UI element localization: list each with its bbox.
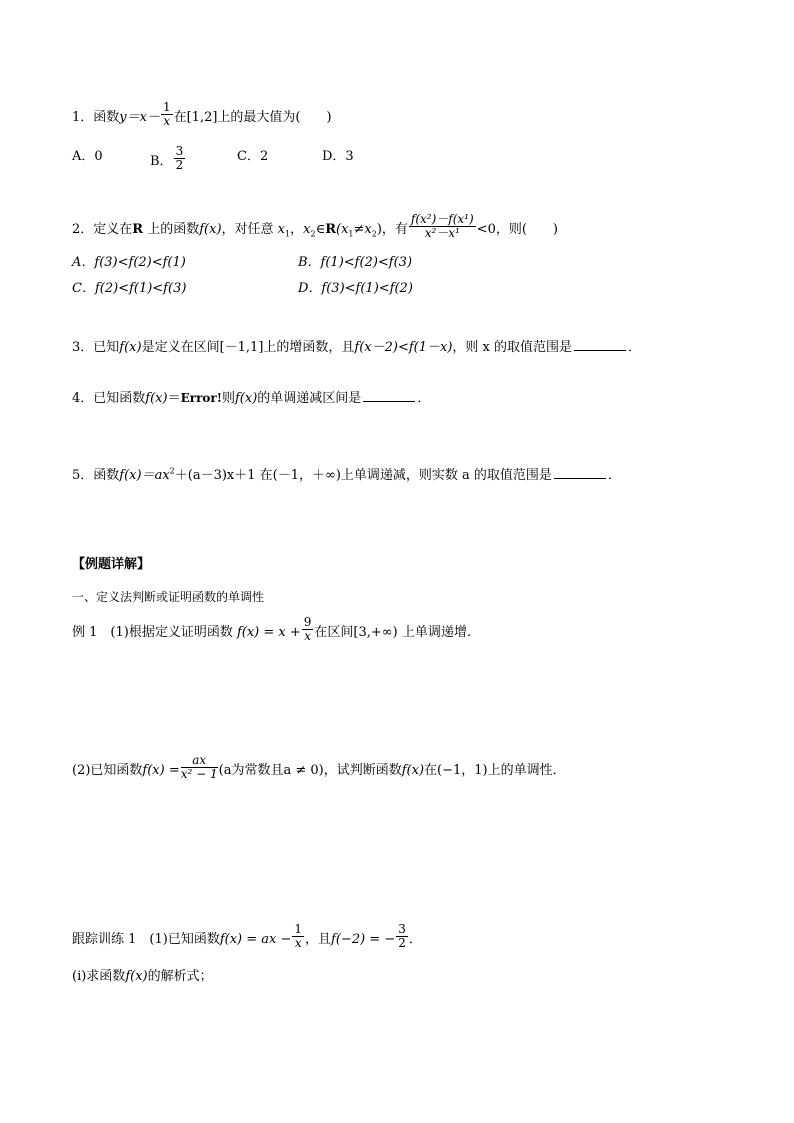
q3-end: ． [628, 340, 642, 355]
question-1 [72, 100, 332, 131]
subsection-title: 一、定义法判断或证明函数的单调性 [72, 590, 265, 604]
example-1-part-2 [72, 753, 566, 784]
train1-sub-fx: f(x) [125, 969, 148, 984]
q2-x1-sub: 1 [285, 229, 291, 239]
q4-text: 4．已知函数 [72, 391, 146, 406]
q2-option-b-label: B．f(1)<f(2)<f(3) [298, 255, 413, 270]
q5-text: 5．函数 [72, 468, 120, 483]
train1-end: ． [408, 932, 422, 947]
q1-option-d [322, 148, 354, 166]
q5-end: ． [607, 468, 621, 483]
ex1-2-frac-den: x² − 1 [180, 767, 218, 781]
q1-option-b-den: 2 [175, 158, 184, 172]
q2-cond: (x [336, 222, 349, 237]
q1-expression: y＝x－ [119, 110, 160, 125]
train1-label: 跟踪训练 1 (1)已知函数 [72, 932, 220, 947]
q1-option-c-label: C．2 [237, 149, 269, 164]
q4-fx: f(x) [145, 391, 168, 406]
q2-R: R [132, 222, 144, 237]
question-5 [72, 466, 621, 485]
ex1-2-interval: 在(−1，1)上的单调性． [424, 763, 566, 778]
ex1-2-tail: ，试判断函数 [323, 763, 402, 778]
q4-eq: ＝ [167, 391, 181, 406]
example-1-part-1 [72, 615, 471, 646]
train1-fraction [292, 923, 304, 950]
ex1-tail: 在区间[3,+∞) 上单调递增. [314, 625, 471, 640]
q4-answer-blank[interactable] [363, 389, 415, 402]
q2-comma: ， [290, 222, 304, 237]
q2-option-d [298, 280, 413, 298]
q1-frac-den: x [163, 114, 171, 128]
q2-cond-sub1: 1 [348, 229, 354, 239]
q2-x1: x [277, 222, 286, 237]
q2-option-a-label: A．f(3)<f(2)<f(1) [72, 255, 186, 270]
q2-option-c-label: C．f(2)<f(1)<f(3) [72, 281, 187, 296]
ex1-label: 例 1 (1)根据定义证明函数 [72, 625, 233, 640]
q2-frac-den: x²－x¹ [424, 226, 460, 240]
q1-fraction [161, 101, 173, 128]
train1-frac-num: 1 [294, 922, 303, 936]
q4-error-text: Error! [180, 391, 222, 405]
q1-option-d-label: D．3 [322, 149, 354, 164]
q1-option-a [72, 148, 103, 166]
q1-option-b-fraction [174, 145, 186, 172]
q4-end: ． [417, 391, 431, 406]
training-1-sub-i [72, 968, 213, 986]
q2-R2: R [325, 222, 336, 237]
q3-mid: 是定义在区间[－1,1]上的增函数，且 [141, 340, 355, 355]
q2-tail: <0，则( ) [476, 222, 558, 237]
q1-option-a-label: A．0 [72, 149, 103, 164]
q2-cond-sub2: 2 [371, 229, 377, 239]
q2-option-d-label: D．f(3)<f(1)<f(2) [298, 281, 413, 296]
q2-fraction [409, 213, 476, 240]
q4-fx2: f(x) [235, 391, 258, 406]
q1-option-c [237, 148, 268, 166]
q2-option-b [298, 254, 412, 272]
q5-square: 2 [169, 466, 175, 476]
q3-tail: ，则 x 的取值范围是 [452, 340, 573, 355]
q1-option-b [150, 144, 186, 175]
q2-text3: ，对任意 [221, 222, 278, 237]
q4-mid: 则 [221, 391, 235, 406]
train1-mid: ，且 [305, 932, 332, 947]
ex1-2-fx: f(x) = [142, 763, 180, 778]
q3-text: 3．已知 [72, 340, 120, 355]
ex1-fraction [302, 616, 314, 643]
ex1-frac-num: 9 [303, 615, 312, 629]
q5-fx: f(x) [119, 468, 142, 483]
q1-rest: 在[1,2]上的最大值为( ) [173, 110, 332, 125]
train1-cond-num: 3 [398, 922, 406, 936]
q4-tail: 的单调递减区间是 [257, 391, 362, 406]
q5-answer-blank[interactable] [554, 466, 606, 479]
section-title: 【例题详解】 [72, 557, 151, 572]
q2-x2: x [303, 222, 311, 237]
ex1-fx: f(x) = x + [236, 625, 301, 640]
q2-x2-sub: 2 [310, 229, 316, 239]
train1-sub-i-label: (i)求函数 [72, 969, 126, 984]
q2-option-a [72, 254, 186, 272]
q2-text2: 上的函数 [143, 222, 200, 237]
ex1-2-frac-num: ax [181, 754, 218, 768]
train1-cond-fraction [396, 923, 408, 950]
train1-frac-den: x [294, 936, 302, 950]
q2-neq: ≠x [353, 222, 372, 237]
train1-cond-den: 2 [398, 936, 406, 950]
question-3 [72, 338, 641, 357]
q3-answer-blank[interactable] [574, 338, 626, 351]
q3-fx: f(x) [119, 340, 142, 355]
q2-fx: f(x) [199, 222, 222, 237]
train1-condition: f(−2) = − [331, 932, 396, 947]
q1-frac-num: 1 [162, 100, 171, 114]
ex1-2-fx2: f(x) [401, 763, 425, 778]
q2-frac-num: f(x²)－f(x¹) [410, 212, 474, 226]
q5-rest: ＋(a－3)x＋1 在(－1，＋∞)上单调递减，则实数 a 的取值范围是 [174, 468, 552, 483]
q5-eq: ＝ax [141, 468, 170, 483]
ex1-2-condition: (a为常数且a ≠ 0) [218, 763, 324, 778]
q2-close: )，有 [376, 222, 408, 237]
ex1-2-fraction [181, 754, 218, 781]
training-1 [72, 922, 422, 953]
q2-in: ∈ [315, 222, 326, 237]
train1-sub-tail: 的解析式； [147, 969, 213, 984]
q2-text1: 2．定义在 [72, 222, 133, 237]
q3-inequality: f(x－2)<f(1－x) [354, 340, 453, 355]
q1-option-b-num: 3 [175, 144, 184, 158]
q1-option-b-label: B． [150, 154, 173, 169]
q1-number: 1．函数 [72, 110, 120, 125]
question-4 [72, 389, 430, 408]
ex1-2-label: (2)已知函数 [72, 763, 143, 778]
q2-option-c [72, 280, 186, 298]
ex1-frac-den: x [304, 629, 311, 643]
train1-fx: f(x) = ax − [219, 932, 292, 947]
question-2 [72, 212, 558, 243]
